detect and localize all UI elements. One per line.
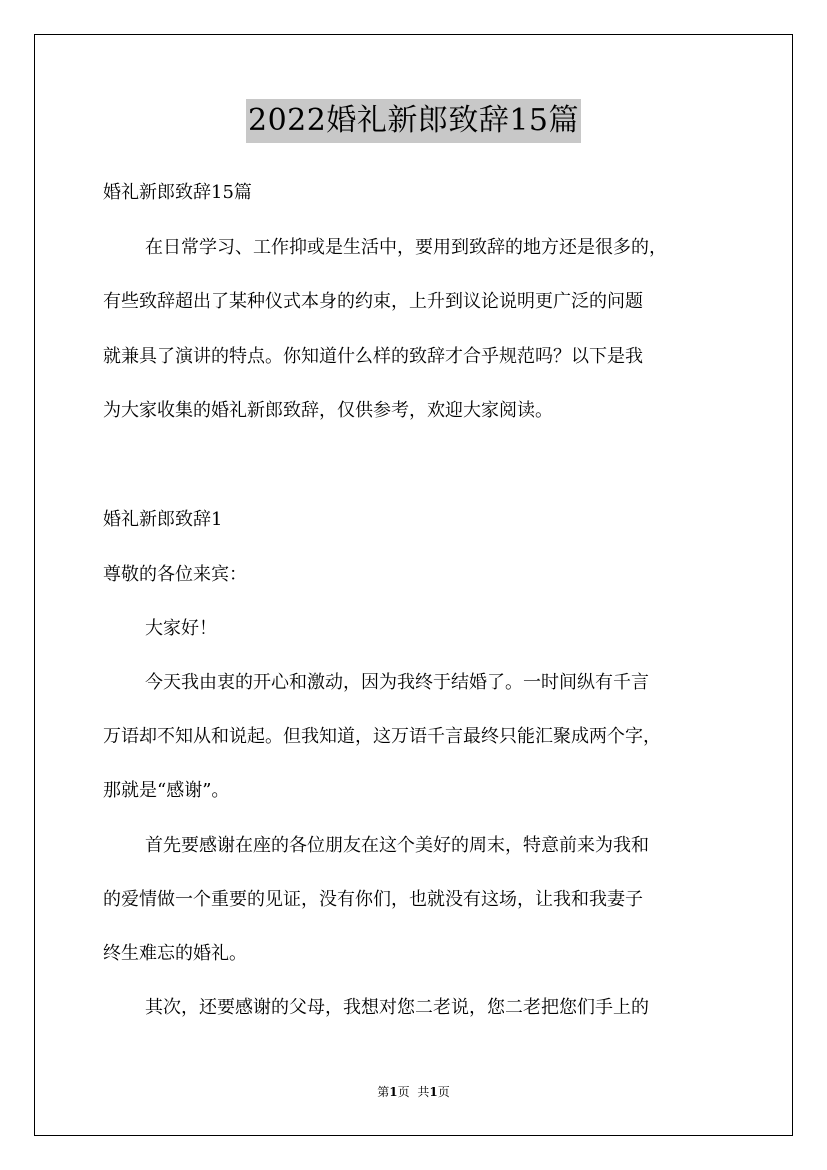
para2-line-2: 的爱情做一个重要的见证，没有你们，也就没有这场，让我和我妻子: [103, 889, 643, 910]
greeting: 大家好！: [145, 618, 217, 639]
section-heading: 婚礼新郎致辞1: [103, 509, 223, 530]
footer-total-prefix: 共: [417, 1085, 430, 1099]
para1-line-3: 那就是“感谢”。: [103, 780, 230, 801]
footer-page-prefix: 第: [377, 1085, 390, 1099]
page-footer: [0, 1084, 827, 1100]
para3-line-1: 其次，还要感谢的父母，我想对您二老说，您二老把您们手上的: [145, 997, 649, 1018]
para2-line-1: 首先要感谢在座的各位朋友在这个美好的周末，特意前来为我和: [145, 835, 649, 856]
footer-page-suffix: 页: [397, 1085, 410, 1099]
salutation: 尊敬的各位来宾：: [103, 564, 247, 585]
para1-line-2: 万语却不知从和说起。但我知道，这万语千言最终只能汇聚成两个字，: [103, 726, 661, 747]
document-subtitle: 婚礼新郎致辞15篇: [103, 182, 252, 203]
footer-total-suffix: 页: [437, 1085, 450, 1099]
intro-line-2: 有些致辞超出了某种仪式本身的约束，上升到议论说明更广泛的问题: [103, 291, 643, 312]
intro-line-1: 在日常学习、工作抑或是生活中，要用到致辞的地方还是很多的，: [145, 237, 667, 258]
footer-page-number: 1: [389, 1085, 398, 1099]
para1-line-1: 今天我由衷的开心和激动，因为我终于结婚了。一时间纵有千言: [145, 672, 649, 693]
intro-line-3: 就兼具了演讲的特点。你知道什么样的致辞才合乎规范吗？以下是我: [103, 346, 643, 367]
intro-line-4: 为大家收集的婚礼新郎致辞，仅供参考，欢迎大家阅读。: [103, 400, 553, 421]
para2-line-3: 终生难忘的婚礼。: [103, 943, 247, 964]
footer-total-number: 1: [429, 1085, 438, 1099]
document-title: 2022婚礼新郎致辞15篇: [246, 99, 581, 143]
title-container: [0, 99, 827, 143]
